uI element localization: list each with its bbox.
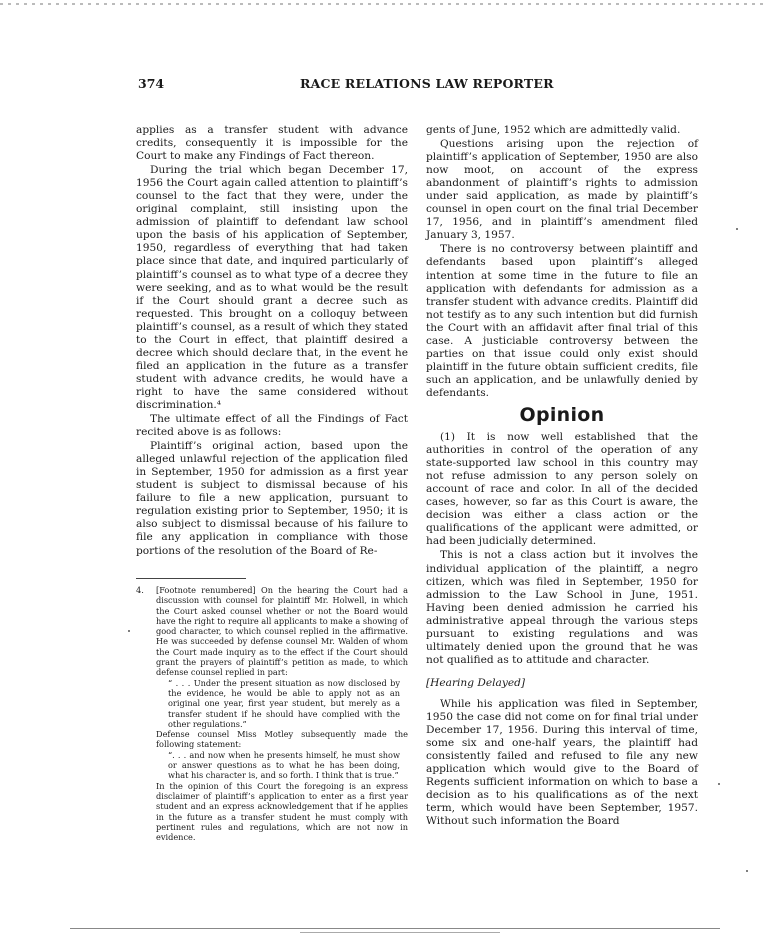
footnote	[136, 585, 408, 842]
paragraph: applies as a transfer student with advance credits, consequently it is impossible for the Court to make any Findings of Fact thereon.	[136, 124, 408, 163]
footnote-text: Defense counsel Miss Motley subsequently made the following statement:	[156, 729, 408, 750]
footnote-rule	[136, 578, 246, 579]
running-head: RACE RELATIONS LAW REPORTER	[300, 76, 554, 91]
paragraph: (1) It is now well established that the authorities in control of the operation of any state-supported law school in this country may not refuse admission to any person solely on account of race and color. In all of the decided cases, however, so far as this Court is aware, the decision was either a class action or the qualifications of the applicant were admitted, or had been judicially determined.	[426, 431, 698, 548]
footnote-quote: “ . . . Under the present situation as now disclosed by the evidence, he would be able to apply not as an original one year, first year student, but merely as a transfer student if he should have complied with the other regulations.”	[168, 677, 400, 729]
left-column	[136, 124, 408, 558]
paragraph: gents of June, 1952 which are admittedly valid.	[426, 124, 681, 136]
paragraph: This is not a class action but it involves the individual application of the plaintiff, a negro citizen, which was filed in September, 1950 for admission to the Law School in June, 1951. Having been denied admission he carried his administrative appeal through the various steps pursuant to existing regulations and was ultimately denied upon the ground that he was not qualified as to attitude and character.	[426, 549, 698, 666]
paragraph: There is no controversy between plaintiff and defendants based upon plaintiff’s alleged intention at some time in the future to file an application with defendants for admission as a transfer student with advance credits. Plaintiff did not testify as to any such intention but did furnish the Court with an affidavit after final trial of this case. A justiciable controversy between the parties on that issue could only exist should plaintiff in the future obtain sufficient credits, file such an application, and be unlawfully denied by defendants.	[426, 243, 698, 399]
footnote-quote: “. . . and now when he presents himself, he must show or answer questions as to what he has been doing, what his character is, and so forth. I think that is true.”	[168, 749, 400, 781]
footnote-text: In the opinion of this Court the foregoing is an express disclaimer of plaintiff’s application to enter as a first year student and an express acknowledgement that if he applies in the future as a transfer student he must comply with pertinent rules and regulations, which are not now in evidence.	[156, 780, 408, 843]
paragraph: During the trial which began December 17, 1956 the Court again called attention to plaintiff’s counsel to the fact that they were, under the original complaint, still insisting upon the admission of plaintiff to defendant law school upon the basis of his application of September, 1950, regardless of everything that had taken place since that date, and inquired particularly of plaintiff’s counsel as to what type of a decree they were seeking, and as to what would be the result if the Court should grant a decree such as requested. This brought on a colloquy between plaintiff’s counsel, as a result of which they stated to the Court in effect, that plaintiff desired a decree which should declare that, in the event he filed an application in the future as a transfer student with advance credits, he would have a right to have the same considered without discrimination.⁴	[136, 164, 408, 411]
right-column	[426, 124, 698, 828]
scan-speck	[746, 870, 748, 872]
paragraph: Plaintiff’s original action, based upon the alleged unlawful rejection of the application filed in September, 1950 for admission as a first year student is subject to dismissal because of his failure to file a new application, pursuant to regulation existing prior to September, 1950; it is also subject to dismissal because of his failure to file any application in compliance with those portions of the resolution of the Board of Re-	[136, 440, 408, 557]
scan-artifact-bottom	[300, 932, 500, 933]
section-heading-opinion: Opinion	[519, 403, 605, 426]
scan-speck	[128, 630, 130, 632]
paragraph: While his application was filed in September, 1950 the case did not come on for final trial under December 17, 1956. During this interval of time, some six and one-half years, the plaintiff had consistently failed and refused to file any new application which would give to the Board of Regents sufficient information on which to base a decision as to his qualifications as of the next term, which would have been September, 1957. Without such information the Board	[426, 697, 698, 828]
paragraph: Questions arising upon the rejection of plaintiff’s application of September, 1950 are also now moot, on account of the express abandonment of plaintiff’s rights to admission under said application, as made by plaintiff’s counsel in open court on the final trial December 17, 1956, and in plaintiff’s amendment filed January 3, 1957.	[426, 138, 698, 242]
subheading: [Hearing Delayed]	[426, 676, 526, 689]
page-number: 374	[138, 76, 165, 91]
paragraph: The ultimate effect of all the Findings of Fact recited above is as follows:	[136, 413, 408, 439]
scan-artifact-top	[0, 3, 763, 5]
scan-speck	[718, 783, 720, 785]
scan-artifact-bottom	[70, 928, 720, 929]
footnote-intro: [Footnote renumbered] On the hearing the Court had a discussion with counsel for plaintiff Mr. Holwell, in which the Court asked counsel whether or not the Board would have the right to require all applicants to make a showing of good character, to which counsel replied in the affirmative. He was succeeded by defense counsel Mr. Walden of whom the Court made inquiry as to the effect if the Court should grant the prayers of plaintiff’s petition as made, to which defense counsel replied in part:	[156, 585, 408, 678]
scan-speck	[736, 228, 738, 230]
footnote-number: 4.	[136, 585, 144, 595]
